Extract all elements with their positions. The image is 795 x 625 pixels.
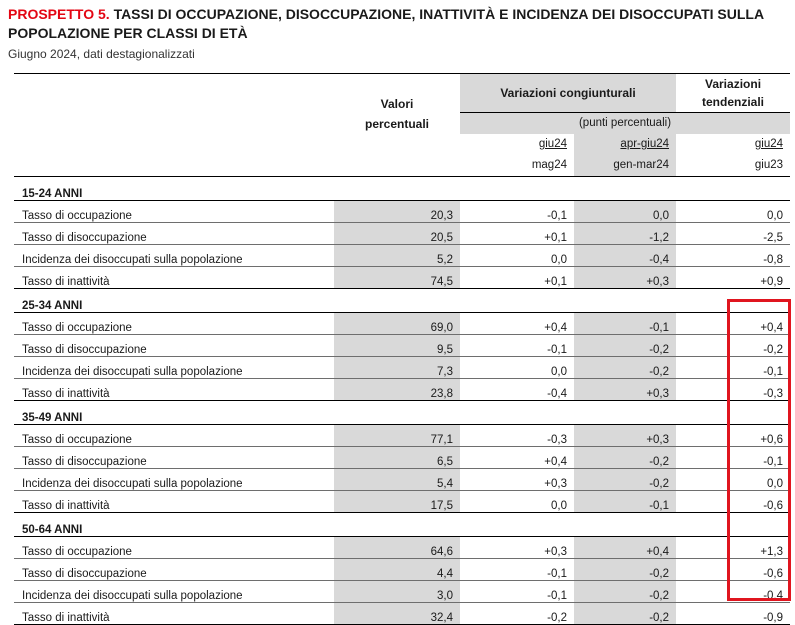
table-row <box>14 222 790 244</box>
cell-trimestrale: +0,3 <box>574 266 676 288</box>
row-label: Tasso di occupazione <box>14 312 334 334</box>
cell-valore: 23,8 <box>334 378 460 400</box>
tendenziali-header-line2: tendenziali <box>702 95 765 109</box>
table-row <box>14 312 790 334</box>
cell-mensile: 0,0 <box>460 356 574 378</box>
cell-mensile: -0,2 <box>460 602 574 624</box>
row-label: Incidenza dei disoccupati sulla popolazione <box>14 244 334 266</box>
cell-tendenziale: -0,4 <box>676 580 790 602</box>
col-trimestrale-top: apr-giu24 <box>574 134 676 155</box>
cell-trimestrale: -0,4 <box>574 244 676 266</box>
cell-mensile: +0,3 <box>460 536 574 558</box>
cell-mensile: 0,0 <box>460 244 574 266</box>
cell-trimestrale: -0,2 <box>574 446 676 468</box>
table-row <box>14 446 790 468</box>
valori-header-line1: Valori <box>380 97 414 112</box>
cell-tendenziale: -2,5 <box>676 222 790 244</box>
cell-trimestrale: +0,3 <box>574 378 676 400</box>
row-label: Tasso di disoccupazione <box>14 222 334 244</box>
table-row <box>14 424 790 446</box>
cell-mensile: -0,1 <box>460 334 574 356</box>
table-row <box>14 558 790 580</box>
cell-mensile: +0,1 <box>460 222 574 244</box>
valori-header-line2: percentuali <box>364 117 430 132</box>
row-label: Tasso di occupazione <box>14 536 334 558</box>
cell-trimestrale: +0,4 <box>574 536 676 558</box>
row-label: Tasso di inattività <box>14 490 334 512</box>
table-row <box>14 266 790 288</box>
cell-valore: 5,4 <box>334 468 460 490</box>
row-label: Tasso di inattività <box>14 378 334 400</box>
cell-trimestrale: -0,2 <box>574 580 676 602</box>
cell-valore: 20,3 <box>334 200 460 222</box>
cell-trimestrale: +0,3 <box>574 424 676 446</box>
cell-valore: 6,5 <box>334 446 460 468</box>
col-tendenziale-top: giu24 <box>754 138 784 150</box>
row-label: Tasso di disoccupazione <box>14 558 334 580</box>
section-title: 35-49 ANNI <box>14 400 790 424</box>
cell-tendenziale: -0,6 <box>676 490 790 512</box>
cell-trimestrale: -0,1 <box>574 490 676 512</box>
data-table <box>14 73 790 625</box>
header-row-1 <box>14 74 790 113</box>
col-mensile-top: giu24 <box>538 138 567 150</box>
row-label: Tasso di disoccupazione <box>14 446 334 468</box>
row-label: Incidenza dei disoccupati sulla popolazione <box>14 580 334 602</box>
cell-mensile: +0,3 <box>460 468 574 490</box>
row-label: Tasso di disoccupazione <box>14 334 334 356</box>
cell-mensile: 0,0 <box>460 490 574 512</box>
col-trimestrale-bottom: gen-mar24 <box>574 155 676 177</box>
row-label: Tasso di occupazione <box>14 424 334 446</box>
tendenziali-header <box>676 74 790 113</box>
row-label: Tasso di inattività <box>14 266 334 288</box>
section-header <box>14 176 790 200</box>
col-tendenziale-bottom: giu23 <box>676 155 790 177</box>
table-row <box>14 580 790 602</box>
table-row <box>14 536 790 558</box>
cell-mensile: -0,3 <box>460 424 574 446</box>
section-header <box>14 400 790 424</box>
cell-mensile: +0,4 <box>460 312 574 334</box>
section-header <box>14 512 790 536</box>
cell-valore: 20,5 <box>334 222 460 244</box>
cell-trimestrale: -0,1 <box>574 312 676 334</box>
cell-tendenziale: -0,9 <box>676 602 790 624</box>
section-title: 25-34 ANNI <box>14 288 790 312</box>
table-row <box>14 468 790 490</box>
cell-valore: 3,0 <box>334 580 460 602</box>
cell-valore: 9,5 <box>334 334 460 356</box>
cell-tendenziale: -0,8 <box>676 244 790 266</box>
cell-valore: 5,2 <box>334 244 460 266</box>
cell-trimestrale: -0,2 <box>574 356 676 378</box>
cell-valore: 17,5 <box>334 490 460 512</box>
page-title <box>8 5 788 43</box>
title-text: TASSI DI OCCUPAZIONE, DISOCCUPAZIONE, INATTIVITÀ E INCIDENZA DEI DISOCCUPATI SULLA POPOLAZIONE PER CLASSI DI ETÀ <box>8 6 764 41</box>
table-row <box>14 602 790 624</box>
congiunturali-header: Variazioni congiunturali <box>460 74 676 113</box>
row-label: Incidenza dei disoccupati sulla popolazione <box>14 356 334 378</box>
cell-tendenziale: +1,3 <box>676 536 790 558</box>
table-row <box>14 334 790 356</box>
cell-trimestrale: -0,2 <box>574 334 676 356</box>
section-title: 15-24 ANNI <box>14 176 790 200</box>
table-row <box>14 490 790 512</box>
valori-header <box>334 74 460 155</box>
punti-header: (punti percentuali) <box>460 113 790 134</box>
cell-trimestrale: 0,0 <box>574 200 676 222</box>
tendenziali-header-line1: Variazioni <box>705 77 762 91</box>
cell-mensile: -0,1 <box>460 200 574 222</box>
cell-tendenziale: +0,9 <box>676 266 790 288</box>
cell-tendenziale: -0,2 <box>676 334 790 356</box>
cell-trimestrale: -0,2 <box>574 468 676 490</box>
table-row <box>14 200 790 222</box>
cell-mensile: -0,1 <box>460 558 574 580</box>
cell-tendenziale: -0,1 <box>676 356 790 378</box>
header-row-4 <box>14 155 790 177</box>
cell-valore: 4,4 <box>334 558 460 580</box>
table-row <box>14 378 790 400</box>
title-prefix: PROSPETTO 5. <box>8 6 110 22</box>
section-header <box>14 288 790 312</box>
cell-valore: 32,4 <box>334 602 460 624</box>
cell-tendenziale: 0,0 <box>676 468 790 490</box>
cell-trimestrale: -0,2 <box>574 558 676 580</box>
row-label: Tasso di occupazione <box>14 200 334 222</box>
cell-mensile: +0,1 <box>460 266 574 288</box>
cell-valore: 77,1 <box>334 424 460 446</box>
page-subtitle: Giugno 2024, dati destagionalizzati <box>8 47 195 61</box>
cell-mensile: +0,4 <box>460 446 574 468</box>
col-mensile-bottom: mag24 <box>460 155 574 177</box>
cell-valore: 64,6 <box>334 536 460 558</box>
table-row <box>14 244 790 266</box>
cell-tendenziale: -0,3 <box>676 378 790 400</box>
cell-trimestrale: -0,2 <box>574 602 676 624</box>
cell-mensile: -0,1 <box>460 580 574 602</box>
cell-mensile: -0,4 <box>460 378 574 400</box>
cell-valore: 7,3 <box>334 356 460 378</box>
section-title: 50-64 ANNI <box>14 512 790 536</box>
cell-tendenziale: +0,6 <box>676 424 790 446</box>
row-label: Tasso di inattività <box>14 602 334 624</box>
row-label: Incidenza dei disoccupati sulla popolazione <box>14 468 334 490</box>
cell-trimestrale: -1,2 <box>574 222 676 244</box>
cell-tendenziale: +0,4 <box>676 312 790 334</box>
cell-tendenziale: -0,1 <box>676 446 790 468</box>
cell-valore: 69,0 <box>334 312 460 334</box>
cell-tendenziale: -0,6 <box>676 558 790 580</box>
cell-tendenziale: 0,0 <box>676 200 790 222</box>
cell-valore: 74,5 <box>334 266 460 288</box>
table-row <box>14 356 790 378</box>
